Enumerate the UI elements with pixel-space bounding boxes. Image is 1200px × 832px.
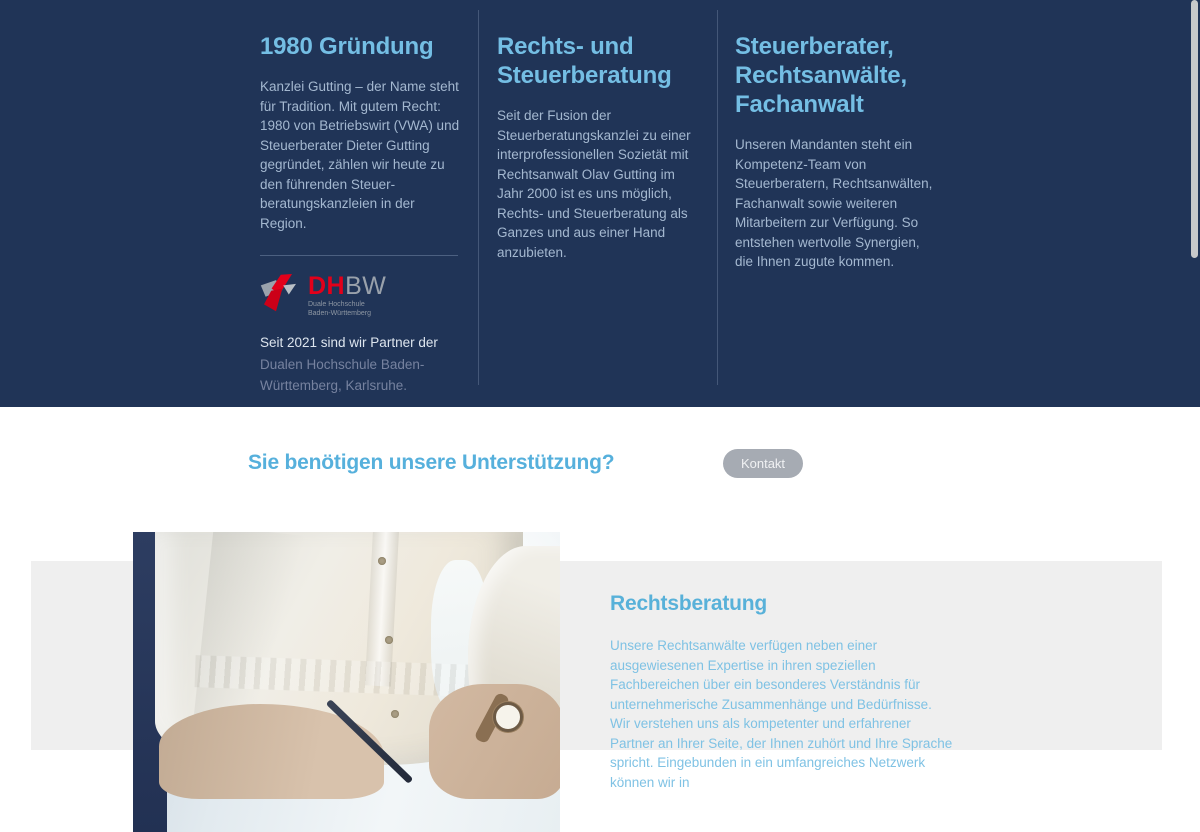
photo-shirt-button bbox=[385, 636, 393, 644]
partner-text bbox=[260, 332, 460, 397]
kontakt-button[interactable]: Kontakt bbox=[723, 449, 803, 478]
column-heading-team: Steuerberater, Rechtsanwälte, Fachanwalt bbox=[735, 33, 907, 118]
dhbw-subline-2: Baden-Württemberg bbox=[308, 309, 372, 317]
scrollbar-thumb[interactable] bbox=[1191, 0, 1198, 258]
about-column-founding bbox=[260, 32, 460, 410]
rechtsberatung-body: Unsere Rechtsanwälte verfügen neben einer ausgewiesenen Expertise in ihren speziellen Fachbereichen über ein besonderes Verständnis für unternehmerische Zusammenhänge und Bedürfnisse. Wir verstehen uns als kompetenter und erfahrener Partner an Ihrer Seite, der Ihnen zuhört und Ihre Sprache spricht. Eingebunden in ein umfangreiches Netzwerk können wir in bbox=[610, 638, 953, 790]
column-body-team: Unseren Mandanten steht ein Kompetenz-Team von Steuerberatern, Rechtsanwälten, Fachanwalt sowie weiteren Mitarbeitern zur Verfügung. So entstehen wertvolle Synergien, die Ihnen zugute kommen. bbox=[735, 137, 933, 269]
photo-shirt-button bbox=[391, 710, 399, 718]
column-body-services: Seit der Fusion der Steuerberatungskanzlei zu einer interprofessionellen Sozietät mit Rechtsanwalt Olav Gutting im Jahr 2000 ist es uns möglich, Rechts- und Steuerberatung als Ganzes und aus einer Hand anzubieten. bbox=[497, 108, 691, 260]
rechtsberatung-photo bbox=[133, 532, 560, 832]
column-divider bbox=[478, 10, 479, 385]
dhbw-logo bbox=[260, 272, 460, 317]
dhbw-letters-bw: BW bbox=[345, 272, 387, 300]
dhbw-letters-dh: DH bbox=[308, 272, 346, 300]
about-section bbox=[0, 0, 1200, 407]
dhbw-logo-text bbox=[308, 274, 386, 318]
dhbw-logo-icon bbox=[260, 274, 300, 312]
about-column-services bbox=[497, 32, 697, 262]
column-body-founding: Kanzlei Gutting – der Name steht für Tradition. Mit gutem Recht: 1980 von Betriebswirt (VWA) und Steuerberater Dieter Gutting gegründet, zählen wir heute zu den führenden Steuer-beratungskanzleien in der Region. bbox=[260, 79, 460, 231]
cta-heading: Sie benötigen unsere Unterstützung? bbox=[248, 451, 615, 474]
column-divider bbox=[717, 10, 718, 385]
partner-link-dhbw[interactable]: Dualen Hochschule Baden-Württemberg, Karlsruhe. bbox=[260, 356, 425, 393]
rechtsberatung-block bbox=[610, 592, 955, 792]
column-heading-services: Rechts- und Steuerberatung bbox=[497, 33, 672, 89]
rechtsberatung-heading: Rechtsberatung bbox=[610, 592, 768, 615]
horizontal-divider bbox=[260, 255, 458, 256]
partner-text-plain: Seit 2021 sind wir Partner der bbox=[260, 335, 438, 350]
dhbw-subline-1: Duale Hochschule bbox=[308, 301, 365, 308]
column-heading-founding: 1980 Gründung bbox=[260, 33, 434, 60]
about-column-team bbox=[735, 32, 935, 272]
photo-watch-face bbox=[493, 702, 523, 732]
photo-shirt-button bbox=[378, 557, 386, 565]
